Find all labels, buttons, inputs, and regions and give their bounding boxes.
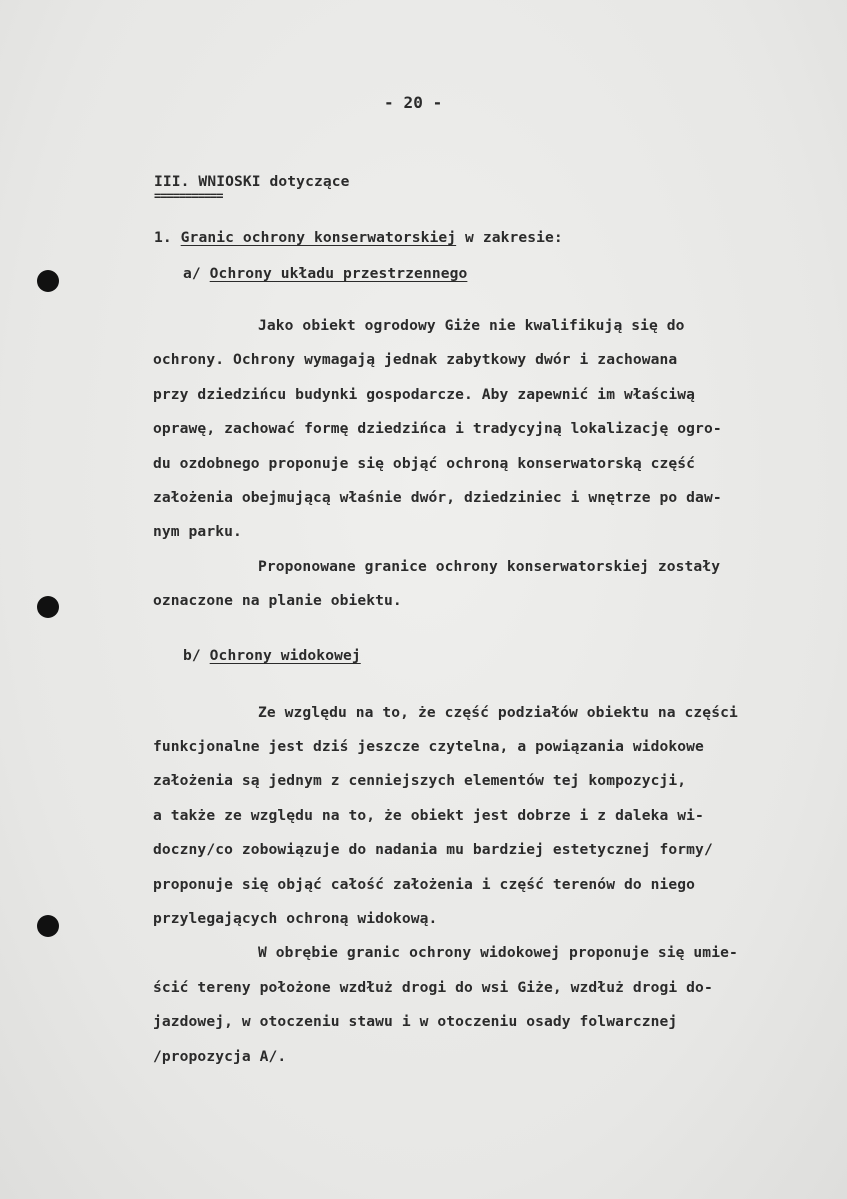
subsection-a-label: a/ bbox=[183, 265, 201, 282]
punch-hole bbox=[37, 596, 59, 618]
subsection-b-label: b/ bbox=[183, 647, 201, 664]
paragraph-line: funkcjonalne jest dziś jeszcze czytelna, a powiązania widokowe bbox=[153, 738, 704, 755]
section-1-title: Granic ochrony konserwatorskiej bbox=[180, 229, 457, 246]
paragraph-line: oprawę, zachować formę dziedzińca i tradycyjną lokalizację ogro- bbox=[153, 420, 722, 437]
paragraph-line: a także ze względu na to, że obiekt jest dobrze i z daleka wi- bbox=[153, 807, 704, 824]
paragraph-line: oznaczone na planie obiektu. bbox=[153, 592, 402, 609]
paragraph-line: Jako obiekt ogrodowy Giże nie kwalifikują się do bbox=[258, 317, 685, 334]
section-heading: III. WNIOSKI dotyczące bbox=[154, 173, 350, 190]
page-number: - 20 - bbox=[384, 93, 443, 112]
section-1-number: 1. bbox=[154, 229, 172, 246]
heading-underline: =========== bbox=[154, 189, 223, 203]
punch-hole bbox=[37, 270, 59, 292]
paragraph-line: proponuje się objąć całość założenia i część terenów do niego bbox=[153, 876, 696, 893]
paragraph-line: ścić tereny położone wzdłuż drogi do wsi Giże, wzdłuż drogi do- bbox=[153, 979, 713, 996]
paragraph-line: Ze względu na to, że część podziałów obiektu na części bbox=[258, 704, 738, 721]
section-1-title-rest: w zakresie: bbox=[456, 229, 563, 246]
paragraph-line: doczny/co zobowiązuje do nadania mu bardziej estetycznej formy/ bbox=[153, 841, 713, 858]
paragraph-line: ochrony. Ochrony wymagają jednak zabytkowy dwór i zachowana bbox=[153, 351, 678, 368]
section-1-heading bbox=[154, 228, 563, 248]
paragraph-line: du ozdobnego proponuje się objąć ochroną konserwatorską część bbox=[153, 455, 696, 472]
subsection-b-title: Ochrony widokowej bbox=[209, 647, 361, 664]
paragraph-line: Proponowane granice ochrony konserwatorskiej zostały bbox=[258, 558, 721, 575]
paragraph-line: nym parku. bbox=[153, 523, 242, 540]
subsection-a-heading bbox=[183, 264, 467, 284]
subsection-a-title: Ochrony układu przestrzennego bbox=[209, 265, 468, 282]
paragraph-line: przy dziedzińcu budynki gospodarcze. Aby zapewnić im właściwą bbox=[153, 386, 696, 403]
subsection-b-heading bbox=[183, 646, 361, 666]
paragraph-line: /propozycja A/. bbox=[153, 1048, 287, 1065]
paragraph-line: jazdowej, w otoczeniu stawu i w otoczeniu osady folwarcznej bbox=[153, 1013, 678, 1030]
paragraph-line: założenia obejmującą właśnie dwór, dziedziniec i wnętrze po daw- bbox=[153, 489, 722, 506]
paragraph-line: przylegających ochroną widokową. bbox=[153, 910, 438, 927]
paragraph-line: W obrębie granic ochrony widokowej proponuje się umie- bbox=[258, 944, 738, 961]
punch-hole bbox=[37, 915, 59, 937]
paragraph-line: założenia są jednym z cenniejszych elementów tej kompozycji, bbox=[153, 772, 687, 789]
